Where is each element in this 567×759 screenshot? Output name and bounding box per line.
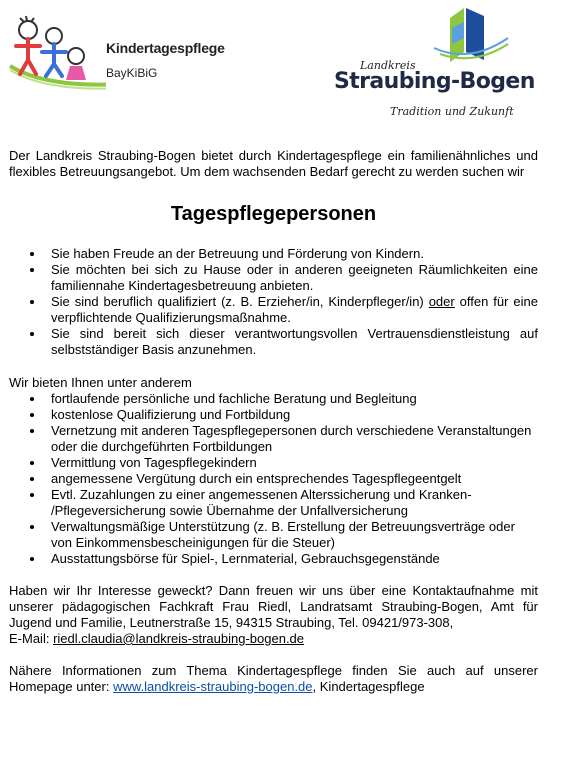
- bullet-icon: [30, 268, 34, 272]
- logo-region-name: Straubing-Bogen: [334, 69, 535, 94]
- email-link[interactable]: riedl.claudia@landkreis-straubing-bogen.de: [53, 631, 305, 646]
- list-item: Vermittlung von Tagespflegekindern: [9, 455, 538, 471]
- requirements-list: [9, 246, 538, 358]
- landkreis-logo: [330, 8, 550, 120]
- underlined-oder: oder: [428, 294, 455, 309]
- list-item: Verwaltungsmäßige Unterstützung (z. B. Erstellung der Betreuungsverträge oder von Einkommensbescheinigungen für die Steuer): [9, 519, 538, 551]
- bullet-icon: [30, 397, 34, 401]
- list-item: Sie möchten bei sich zu Hause oder in anderen geeigneten Räumlichkeiten eine familiennahe Kindertagesbetreuung anbieten.: [9, 262, 538, 294]
- landkreis-emblem-icon: [430, 8, 510, 68]
- list-item: Sie sind bereit sich dieser verantwortungsvollen Vertrauensdienstleistung auf selbstständiger Basis anzunehmen.: [9, 326, 538, 358]
- list-item: Ausstattungsbörse für Spiel-, Lernmaterial, Gebrauchsgegenstände: [9, 551, 538, 567]
- bullet-icon: [30, 557, 34, 561]
- document-body: [9, 148, 538, 695]
- list-item: kostenlose Qualifizierung und Fortbildung: [9, 407, 538, 423]
- more-info-paragraph: Nähere Informationen zum Thema Kindertagespflege finden Sie auch auf unserer Homepage unter: www.landkreis-straubing-bogen.de, Kindertagespflege: [9, 663, 538, 694]
- list-item: fortlaufende persönliche und fachliche Beratung und Begleitung: [9, 391, 538, 407]
- children-figures-icon: [6, 10, 106, 94]
- bullet-icon: [30, 493, 34, 497]
- list-item: angemessene Vergütung durch ein entsprechendes Tagespflegeentgelt: [9, 471, 538, 487]
- logo-subtitle: BayKiBiG: [106, 66, 158, 80]
- offers-list: [9, 391, 538, 567]
- bullet-icon: [30, 252, 34, 256]
- bullet-icon: [30, 413, 34, 417]
- list-item: Sie sind beruflich qualifiziert (z. B. Erzieher/in, Kinderpfleger/in) oder offen für eine verpflichtende Qualifizierungsmaßnahme.: [9, 294, 538, 326]
- page-title: Tagespflegepersonen: [170, 203, 377, 225]
- list-item: Evtl. Zuzahlungen zu einer angemessenen Alterssicherung und Kranken- /Pflegeversicherung sowie Übernahme der Unfallversicherung: [9, 487, 538, 519]
- bullet-icon: [30, 525, 34, 529]
- bullet-icon: [30, 429, 34, 433]
- list-item: Vernetzung mit anderen Tagespflegepersonen durch verschiedene Veranstaltungen oder die durchgeführten Fortbildungen: [9, 423, 538, 455]
- logo-title: Kindertagespflege: [106, 40, 225, 56]
- bullet-icon: [30, 461, 34, 465]
- logo-tagline: Tradition und Zukunft: [390, 105, 514, 118]
- kindertagespflege-logo: [6, 10, 226, 94]
- bullet-icon: [30, 300, 34, 304]
- logo-region-label: Landkreis: [360, 59, 416, 72]
- bullet-icon: [30, 332, 34, 336]
- bullet-icon: [30, 477, 34, 481]
- offer-heading: Wir bieten Ihnen unter anderem: [9, 375, 192, 390]
- contact-paragraph: Haben wir Ihr Interesse geweckt? Dann freuen wir uns über eine Kontaktaufnahme mit unserer pädagogischen Fachkraft Frau Riedl, Landratsamt Straubing-Bogen, Amt für Jugend und Familie, Leutnerstraße 15, 94315 Straubing, Tel. 09421/973-308, E-Mail: riedl.claudia@landkreis-straubing-bogen.de: [9, 583, 538, 646]
- homepage-link[interactable]: www.landkreis-straubing-bogen.de: [113, 679, 313, 694]
- list-item: Sie haben Freude an der Betreuung und Förderung von Kindern.: [9, 246, 538, 262]
- intro-paragraph: Der Landkreis Straubing-Bogen bietet durch Kindertagespflege ein familienähnliches und flexibles Betreuungsangebot. Um dem wachsenden Bedarf gerecht zu werden suchen wir: [9, 148, 538, 179]
